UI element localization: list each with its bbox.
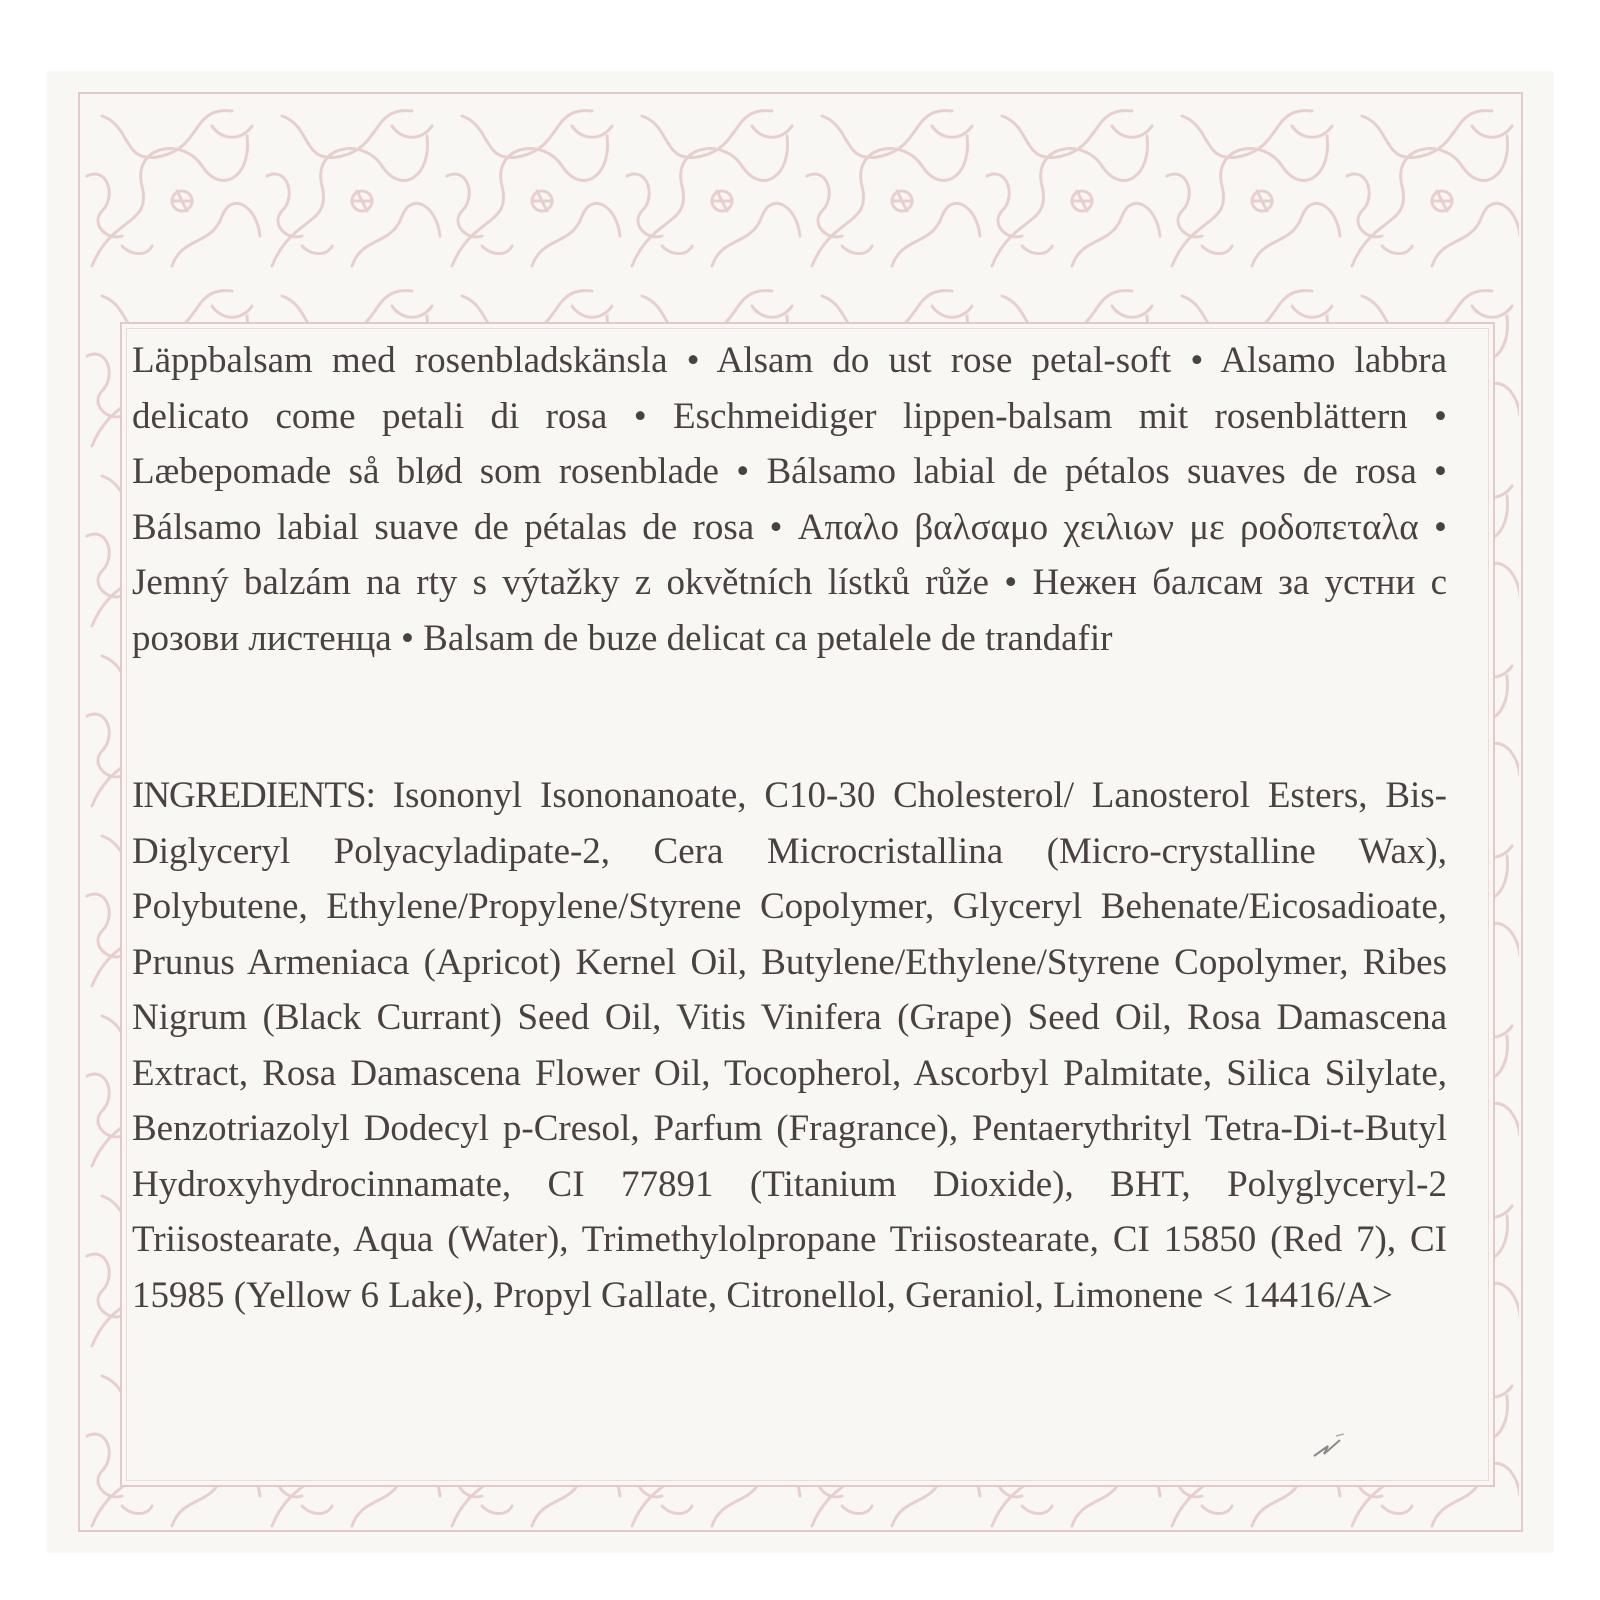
- pen-mark-icon: [1310, 1432, 1350, 1462]
- ingredients-list: [132, 768, 1447, 1323]
- product-description: Läppbalsam med rosenbladskänsla • Alsam do ust rose petal-soft • Alsamo labbra delicato come petali di rosa • Eschmeidiger lippen-balsam mit rosenblättern • Læbepomade så blød som rosenblade • Bálsamo labial de pétalos suaves de rosa • Bálsamo labial suave de pétalas de rosa • Απαλο βαλσαμο χειλιων με ροδοπεταλα • Jemný balzám na rty s výtažky z okvětních lístků růže • Нежен балсам за устни с розови листенца • Balsam de buze delicat ca petalele de trandafir: [132, 340, 1447, 659]
- product-label-card: [48, 72, 1553, 1552]
- ingredients-label: INGREDIENTS:: [132, 775, 375, 816]
- ingredients-text: Isononyl Isononanoate, C10-30 Cholesterol/ Lanosterol Esters, Bis-Diglyceryl Polyacyladipate-2, Cera Microcristallina (Micro-crystalline Wax), Polybutene, Ethylene/Propylene/Styrene Copolymer, Glyceryl Behenate/Eicosadioate, Prunus Armeniaca (Apricot) Kernel Oil, Butylene/Ethylene/Styrene Copolymer, Ribes Nigrum (Black Currant) Seed Oil, Vitis Vinifera (Grape) Seed Oil, Rosa Damascena Extract, Rosa Damascena Flower Oil, Tocopherol, Ascorbyl Palmitate, Silica Silylate, Benzotriazolyl Dodecyl p-Cresol, Parfum (Fragrance), Pentaerythrityl Tetra-Di-t-Butyl Hydroxyhydrocinnamate, CI 77891 (Titanium Dioxide), BHT, Polyglyceryl-2 Triisostearate, Aqua (Water), Trimethylolpropane Triisostearate, CI 15850 (Red 7), CI 15985 (Yellow 6 Lake), Propyl Gallate, Citronellol, Geraniol, Limonene < 14416/A>: [132, 775, 1447, 1316]
